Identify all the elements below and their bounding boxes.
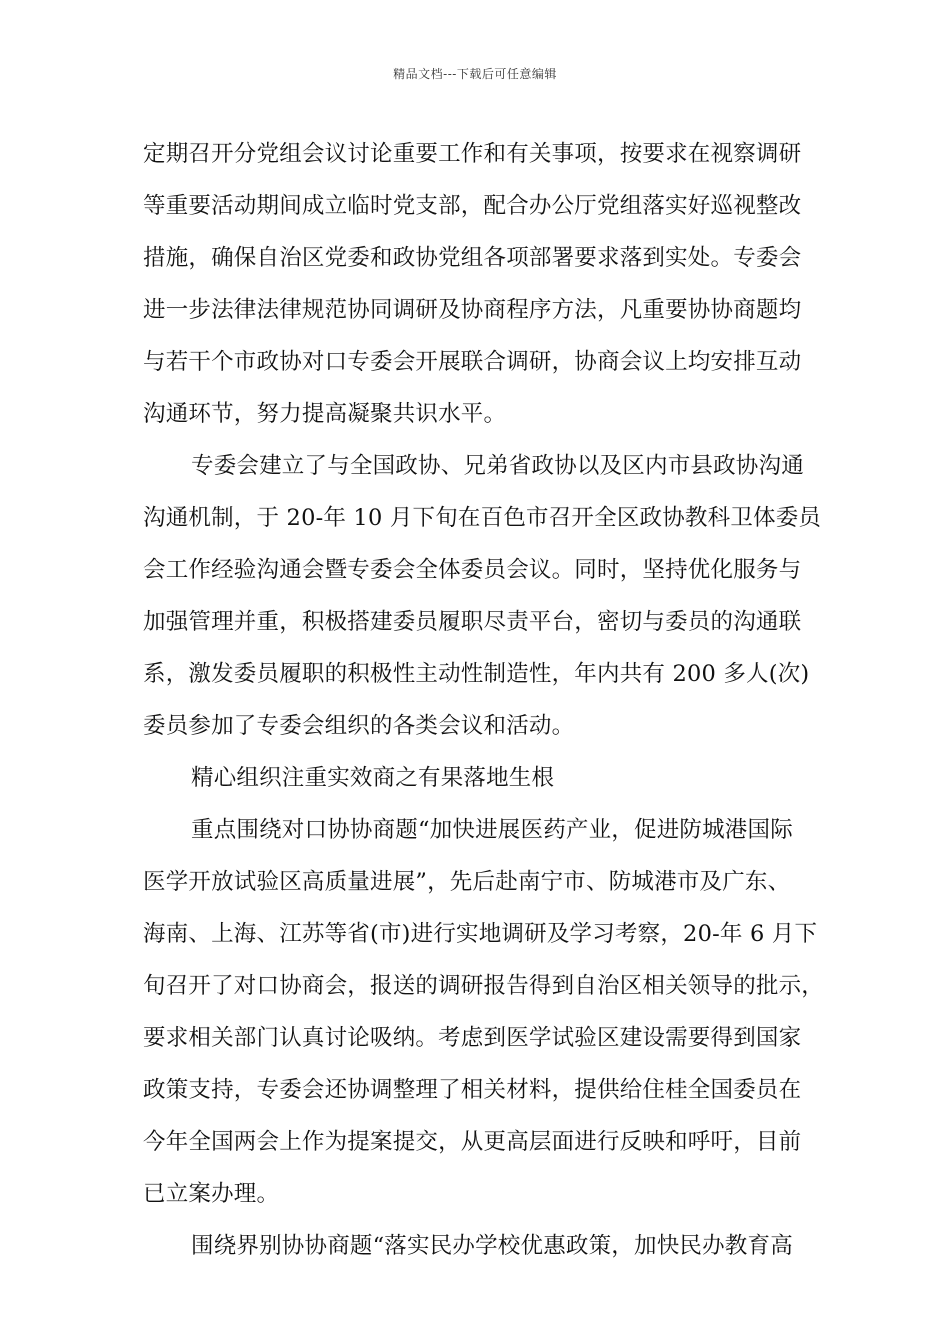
text-line: 医学开放试验区高质量进展”，先后赴南宁市、防城港市及广东、 [143,869,791,895]
paragraph-start-line: 重点围绕对口协协商题“加快进展医药产业，促进防城港国际 [191,817,793,843]
text-line: 委员参加了专委会组织的各类会议和活动。 [143,713,575,739]
text-line: 沟通机制，于 20-年 10 月下旬在百色市召开全区政协教科卫体委员 [143,505,822,531]
text-line: 等重要活动期间成立临时党支部，配合办公厅党组落实好巡视整改 [143,193,802,219]
text-line: 今年全国两会上作为提案提交，从更高层面进行反映和呼吁，目前 [143,1129,802,1155]
document-body [143,128,825,1272]
text-line: 要求相关部门认真讨论吸纳。考虑到医学试验区建设需要得到国家 [143,1025,802,1051]
text-line: 措施，确保自治区党委和政协党组各项部署要求落到实处。专委会 [143,245,802,271]
text-line: 海南、上海、江苏等省(市)进行实地调研及学习考察，20-年 6 月下 [143,921,818,947]
page-header: 精品文档---下载后可任意编辑 [393,67,557,81]
paragraph-start-line: 专委会建立了与全国政协、兄弟省政协以及区内市县政协沟通 [191,453,804,479]
text-line: 定期召开分党组会议讨论重要工作和有关事项，按要求在视察调研 [143,141,802,167]
text-line: 与若干个市政协对口专委会开展联合调研，协商会议上均安排互动 [143,349,802,375]
text-line: 加强管理并重，积极搭建委员履职尽责平台，密切与委员的沟通联 [143,609,802,635]
text-line: 会工作经验沟通会暨专委会全体委员会议。同时，坚持优化服务与 [143,557,802,583]
section-heading: 精心组织注重实效商之有果落地生根 [191,765,555,791]
text-line: 沟通环节，努力提高凝聚共识水平。 [143,401,507,427]
text-line: 系，激发委员履职的积极性主动性制造性，年内共有 200 多人(次) [143,661,810,687]
paragraph-start-line: 围绕界别协协商题“落实民办学校优惠政策，加快民办教育高 [191,1233,793,1259]
text-line: 已立案办理。 [143,1181,280,1207]
text-line: 进一步法律法律规范协同调研及协商程序方法，凡重要协协商题均 [143,297,802,323]
text-line: 政策支持，专委会还协调整理了相关材料，提供给住桂全国委员在 [143,1077,802,1103]
text-line: 旬召开了对口协商会，报送的调研报告得到自治区相关领导的批示， [143,973,825,999]
